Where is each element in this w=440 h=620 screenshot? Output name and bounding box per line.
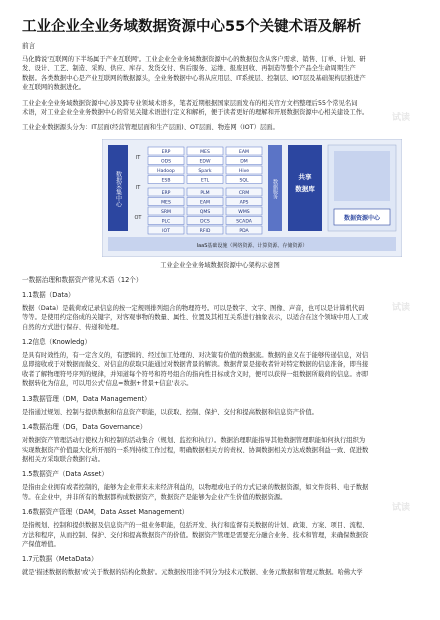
system-box-label: IOT <box>162 228 170 234</box>
system-box-label: Hadoop <box>157 168 175 174</box>
figure-caption: 工业企业全业务域数据资源中心架构示意图 <box>160 261 280 269</box>
text-line: 业互联网的数据进化。 <box>22 84 85 92</box>
system-box-label: ESB <box>161 178 171 184</box>
diagram-right-label-1: 共享 <box>298 172 312 181</box>
term-body-line: 是具有时效性的，有一定含义的，有逻辑的、经过加工处理的、对决策有价值的数据流。数据的意义在于能够传递信息，对信 <box>22 352 369 360</box>
system-box-label: MES <box>200 149 210 155</box>
term-body-line: 就是'描述数据的数据'或'关于数据的结构化数据'。元数据按用途不同分为技术元数据、业务元数据和管理元数据。哈佛大学 <box>22 569 363 577</box>
paragraph-3: 工业企业数据源头分为：IT层面(经营管理层面和生产层面)、OT层面、物连网（IOT）层面。 <box>22 124 279 132</box>
term-heading: 1.3数据管理（DM，Data Management） <box>22 394 151 403</box>
system-box-label: SCADA <box>236 219 252 225</box>
system-box-label: RFID <box>199 228 211 234</box>
system-box-label: QMS <box>199 209 211 215</box>
layer-label: OT <box>134 214 142 221</box>
diagram-left-label: 数据采集中心 <box>114 170 122 207</box>
text-line: 发、设计、工艺、制造、采购、供应、库存、发货交付、售后服务、运维、报废回收、再制造等整个产品全生命周期生产 <box>22 65 356 73</box>
term-body-line: 据相关方采取联合数据行动。 <box>22 455 104 463</box>
system-box-label: EAM <box>238 149 250 155</box>
intro-paragraph <box>22 55 418 93</box>
term-list <box>22 285 418 578</box>
system-box-label: ETL <box>200 178 210 184</box>
system-box-label: WMS <box>238 209 250 215</box>
system-box-label: DCS <box>200 219 210 225</box>
term-body-line: 实现数据资产价值最大化所开展的一系列持续工作过程，明确数据相关方的责权、协调数据相关方达成数据利益一致、促进数 <box>22 446 369 454</box>
system-box-label: EDW <box>199 159 211 165</box>
term-body-line: 是指由企业拥有或者控制的，能够为企业带来未来经济利益的，以物理或电子的方式记录的数据资源，如文件资料、电子数据 <box>22 484 369 492</box>
system-box-label: ERP <box>161 190 171 196</box>
term-body-line: 是指规划、控制和提供数据及信息资产的一组业务职能，包括开发、执行和监督有关数据的计划、政策、方案、项目、流程、 <box>22 522 369 530</box>
diagram-bottom-banner: 数据资源中心 <box>343 214 381 222</box>
watermark: 试读 <box>392 113 411 123</box>
watermark: 试读 <box>392 503 411 513</box>
term-heading: 1.1数据（Data） <box>22 290 75 299</box>
architecture-diagram <box>102 139 402 257</box>
system-box-label: PLC <box>161 219 171 225</box>
system-box-label: DM <box>240 159 248 165</box>
system-box-label: SRM <box>160 209 172 215</box>
preface-heading: 前言 <box>22 42 36 50</box>
system-box-label: APS <box>239 200 249 206</box>
text-line: 马化腾说'互联网的下半场属于产业互联网'。工业企业全业务域数据资源中心的数据包含从客户需求、销售、订单、计划、研 <box>22 56 366 63</box>
system-box-label: ERP <box>161 149 171 155</box>
system-box-label: Hive <box>238 168 250 174</box>
system-box-label: MES <box>161 200 171 206</box>
term-heading: 1.7元数据（MetaData） <box>22 555 98 564</box>
architecture-diagram-svg <box>102 139 402 257</box>
system-grid <box>148 147 262 234</box>
term-body-line: 息即接收或于对数据而做交、对信息的获取只能通过对数据背景的解读。数据背景是接收者针对特定数据的信息准备，即当接 <box>22 361 369 369</box>
term-body-line: 产保值增值。 <box>22 540 60 548</box>
term-heading: 1.2信息（Knowledg） <box>22 338 92 347</box>
term-heading: 1.6数据资产管理（DAM，Data Asset Management） <box>22 508 189 517</box>
diagram-center-label: 数据服务 <box>272 178 278 199</box>
text-line: 数据。各类数据中心是产业互联网的数据源头，全业务数据中心将从应用层、IT系统层、控制层、IOT层及基础架构层推进产 <box>22 74 366 82</box>
term-body-line: 数据转化为信息，可以用公式'信息=数据+背景+信息'表示。 <box>22 380 193 388</box>
document-title: 工业企业全业务域数据资源中心55个关键术语及解析 <box>22 19 362 35</box>
term-body-line: 收者了解物理符号序列的规律，并知道每个符号和符号组合的指向性目标或含义时，便可以获得一组数据所载荷的信息。亦即 <box>22 370 369 378</box>
term-heading: 1.5数据资产（Data Asset） <box>22 470 108 479</box>
system-box-label: CRM <box>238 190 250 196</box>
system-box-label: ODS <box>160 159 172 165</box>
layer-label: IT <box>135 184 141 191</box>
system-box-label: EAM <box>199 200 211 206</box>
term-heading: 1.4数据治理（DG，Data Governance） <box>22 423 147 432</box>
diagram-bottom-bar: IaaS基础设施（网络资源、计算资源、存储资源） <box>196 242 308 249</box>
term-body-line: 是指通过规划、控制与提供数据和信息资产职能，以获取、控制、保护、交付和提高数据和信息资产价值。 <box>22 408 318 416</box>
diagram-right-label-2: 数据库 <box>295 184 315 193</box>
term-body-line: 自然的方式进行保存、传递和处理。 <box>22 323 123 331</box>
section-heading: 一数据治理和数据资产常见术语（12个） <box>22 275 143 284</box>
layer-label: IT <box>135 154 141 161</box>
text-line: 术语，对工业企业全业务数据中心的常见关键术语进行定义和解析，便于读者更好的理解和开展数据资源中心相关建设工作。 <box>22 109 369 117</box>
system-box-label: PLM <box>200 190 210 196</box>
system-box-label: Spark <box>198 168 212 174</box>
term-body-line: 对数据资产管理活动行使权力和控制的活动集合（规划、监控和执行）。数据治理职能指导其他数据管理职能如何执行组织为 <box>22 437 366 445</box>
term-body-line: 方法和程序，从而控制、保护、交付和提高数据资产的价值。数据资产管理是需要充分融合业务、技术和管理，来确保数据资 <box>22 531 369 539</box>
system-box-label: PDA <box>239 228 249 234</box>
paragraph-2 <box>22 99 418 118</box>
term-body-line: 数据（Data）是载荷或记录信息的按一定规则排列组合的物理符号。可以是数字、文字、图像、声音，也可以是计算机代码 <box>22 304 365 312</box>
term-body-line: 等等。是使用约定俗成的关键字，对客观事物的数量、属性、位置及其相互关系进行抽象表示，以适合在这个领域中用人工或 <box>22 314 369 322</box>
text-line: 工业企业全业务域数据资源中心涉及跨专业领域术语多，笔者近期根据国家层面发布的相关官方文档整理后55个常见名词 <box>22 99 358 107</box>
system-box-label: SQL <box>239 178 249 184</box>
term-body-line: 等。在企业中，并非所有的数据都构成数据资产，数据资产是能够为企业产生价值的数据资源。 <box>22 493 287 501</box>
watermark: 试读 <box>392 303 411 313</box>
